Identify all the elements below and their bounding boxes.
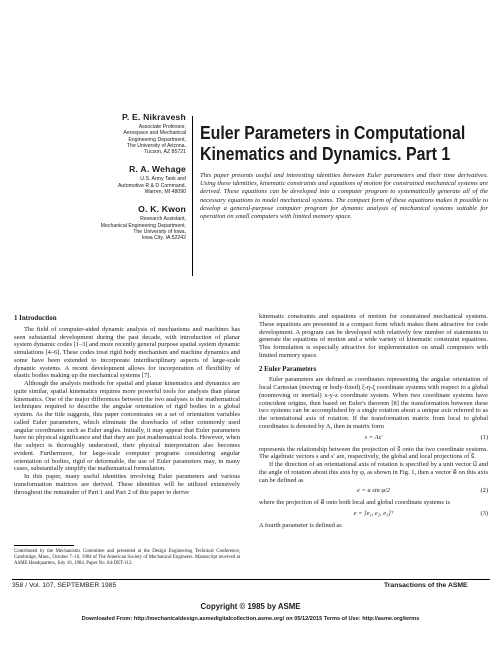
equation-2 [259, 487, 488, 496]
title-line: Euler Parameters in Computational [200, 122, 466, 143]
paragraph: If the direction of an orientational axis of rotation is specified by a unit vector u⃗ and the angle of rotation about this axis by φ, as shown in Fig. 1, then a vector e⃗ on this axis can be defined as [259, 461, 488, 484]
affiliation-line: Engineering Department, [128, 136, 186, 143]
footer-rule [12, 579, 490, 580]
paragraph: Although the analysis methods for spatial and planar kinematics and dynamics are quite similar, spatial kinematics requires more powerful tools for analysis than planar kinematics. One of the major differences between the two analyses is the mathematical techniques required to describe the angular orientation of rigid bodies in a global system. As the title suggests, this paper concentrates on a set of orientation variables called Euler parameters, which eliminate the drawbacks of other commonly used angular coordinates such as Euler angles. Initially, it may appear that Euler parameters have no physical significance and that they are just mathematical tools. However, when the subject is thoroughly understood, their physical interpretation also becomes evident. Furthermore, for large-scale computer programs considering angular orientation of bodies, rigid or deformable, the use of Euler parameters may, in many cases, substantially simplify the mathematical formulation. [14, 380, 240, 473]
footnote-block [14, 545, 240, 567]
author-3 [14, 204, 186, 241]
affiliation-line: Research Assistant, [140, 216, 186, 223]
paragraph: In this paper, many useful identities involving Euler parameters and various transformation matrices are derived. These identities will be utilized extensively throughout the remainder of Part 1 and Part 2 of this paper to derive [14, 473, 240, 496]
download-notice: Downloaded From: http://mechanicaldesign.asmedigitalcollection.asme.org/ on 05/12/2015 Terms of Use: http://asme.org/terms [81, 616, 420, 622]
author-name: P. E. Nikravesh [122, 112, 186, 122]
affiliation-line: Associate Professor, [138, 124, 186, 130]
copyright-notice: Copyright © 1985 by ASME [200, 602, 301, 611]
section-heading: 2 Euler Parameters [259, 365, 317, 373]
page-info: 358 / Vol. 107, SEPTEMBER 1985 [12, 582, 117, 589]
equation-expression: e = [e₁, e₂, e₃]ᵀ [353, 510, 394, 517]
abstract: This paper presents useful and interesting identities between Euler parameters and their time derivatives. Using these identities, kinematic constraints and equations of motion for constrained mechanical systems are derived. These equations can be developed into a computer program to systematically generate all of the necessary equations to model mechanical systems. The compact form of these equations makes it possible to develop a general-purpose computer program for dynamic analysis of mechanical systems suitable for operation on small computers with limited memory space. [200, 172, 488, 221]
affiliation-line: The University of Arizona, [126, 142, 186, 149]
paragraph: A fourth parameter is defined as [259, 522, 342, 529]
left-column [14, 315, 240, 496]
equation-number: (2) [480, 487, 488, 495]
footnote: Contributed by the Mechanisms Committee and presented at the Design Engineering Technical Conference, Cambridge, Mass., October 7–10, 1984 of The American Society of Mechanical Engineers. Manuscript received at ASME Headquarters, July 10, 1984. Paper No. 84-DET-112. [14, 549, 240, 566]
author-affiliation [14, 124, 186, 155]
author-affiliation [14, 216, 186, 241]
affiliation-line: The University of Iowa, [133, 228, 186, 235]
affiliation-line: Mechanical Engineering Department, [100, 222, 186, 229]
title-line: Kinematics and Dynamics. Part 1 [200, 143, 451, 164]
paper-title [200, 122, 466, 164]
author-name: R. A. Wehage [129, 164, 186, 175]
paragraph: Euler parameters are defined as coordinates representing the angular orientation of local Cartesian (moving or body-fixed) ξ-η-ζ coordinate systems with respect to a global (nonmoving or inertial) x-y-z coordinate system. When two coordinate systems have coincident origins, then based on Euler's theorem [8] the transformation between these two systems can be accomplished by a single rotation about a unique axis referred to as the orientational axis of rotation. If the transformation matrix from local to global coordinates is denoted by A, then in matrix form [259, 376, 488, 430]
journal-name: Transactions of the ASME [384, 582, 468, 589]
equation-number: (1) [480, 433, 488, 441]
paragraph: where the projection of e⃗ onto both local and global coordinate systems is [259, 499, 450, 507]
paragraph: kinematic constraints and equations of motion for constrained mechanical systems. These equations are presented in a compact form which makes them attractive for code development. A program can be developed with relatively few number of statements to generate the equations of motion and a wide variety of kinematic constraint equations. This formulation is especially attractive for implementation on small computers with limited memory space. [259, 313, 488, 359]
affiliation-line: Tucson, AZ 85721 [144, 149, 186, 156]
paragraph: The field of computer-aided dynamic analysis of mechanisms and machines has seen substantial development during the past decade, with introduction of planar system dynamic codes [1–3] and more recently general purpose spatial system dynamic simulations [4–6]. These codes treat rigid body mechanism and machine dynamics and some have been extended to incorporate interdisciplinary aspects of large-scale dynamic systems. A recent development allows for incorporation of flexibility of elastic bodies making up the mechanical systems [7]. [14, 325, 240, 380]
equation-1 [259, 434, 488, 443]
author-name: O. K. Kwon [138, 204, 186, 215]
paragraph: represents the relationship between the projection of s⃗ onto the two coordinate systems. The algebraic vectors s and s′ are, respectively, the global and local projections of s⃗. [259, 445, 488, 461]
section-heading: 1 Introduction [14, 315, 57, 322]
affiliation-line: Iowa City, IA 52242 [141, 235, 186, 242]
equation-expression: e = u sin φ/2 [357, 487, 390, 495]
footnote-rule [14, 545, 74, 546]
equation-expression: s = As′ [364, 433, 383, 441]
affiliation-line: Automotive R & D Command, [117, 182, 186, 189]
right-column [259, 313, 488, 530]
author-block [14, 112, 186, 251]
title-divider [192, 116, 193, 276]
author-2 [14, 164, 186, 195]
equation-3 [259, 510, 488, 519]
author-1 [14, 112, 186, 155]
affiliation-line: Warren, MI 48090 [144, 189, 186, 196]
affiliation-line: U.S. Army Tank and [140, 176, 186, 183]
author-affiliation [14, 176, 186, 195]
equation-number: (3) [480, 510, 488, 517]
affiliation-line: Aerospace and Mechanical [123, 130, 186, 137]
